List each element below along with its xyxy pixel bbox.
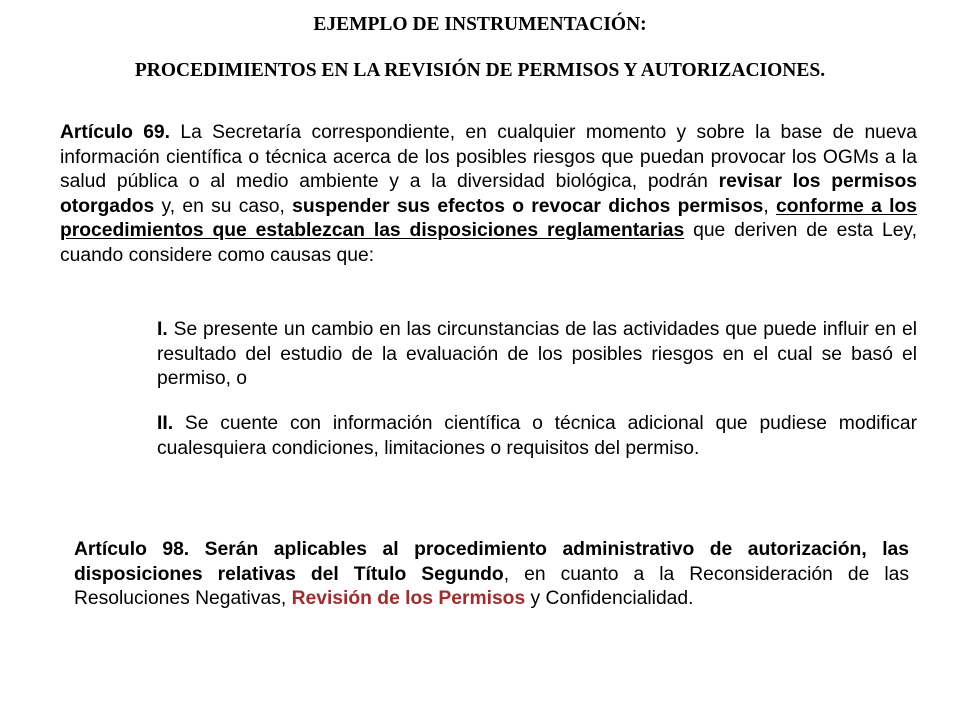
title-line-2: PROCEDIMIENTOS EN LA REVISIÓN DE PERMISOS Y AUTORIZACIONES. bbox=[134, 60, 826, 81]
article-69-text-3: , bbox=[763, 195, 776, 217]
article-69-bold-suspend: suspender sus efectos o revocar dichos permisos bbox=[292, 195, 764, 217]
article-98-text-2: y Confidencialidad. bbox=[525, 588, 694, 609]
title-line-1: EJEMPLO DE INSTRUMENTACIÓN: bbox=[313, 14, 647, 35]
fraction-2-paragraph bbox=[157, 412, 917, 461]
article-69-bold-review: revisar los permisos otorgados bbox=[60, 171, 917, 217]
article-69-underlined-procedures: conforme a los procedimientos que establezcan las disposiciones reglamentarias bbox=[60, 195, 917, 241]
fraction-1-text: Se presente un cambio en las circunstancias de las actividades que puede influir en el resultado del estudio de la evaluación de los posibles riesgos en el cual se basó el permiso, o bbox=[157, 319, 917, 389]
article-98-paragraph bbox=[74, 538, 909, 612]
article-69-paragraph bbox=[60, 121, 917, 268]
article-69-text-4: que deriven de esta Ley, cuando considere como causas que: bbox=[60, 220, 917, 266]
article-69-label: Artículo 69. bbox=[60, 122, 170, 143]
fraction-1-paragraph bbox=[157, 318, 917, 392]
fraction-2-text: Se cuente con información científica o técnica adicional que pudiese modificar cualesquiera condiciones, limitaciones o requisitos del permiso. bbox=[157, 413, 917, 459]
fraction-2-label: II. bbox=[157, 413, 174, 434]
article-69-text-2: y, en su caso, bbox=[154, 195, 293, 217]
article-98-text-1: , en cuanto a la Reconsideración de las Resoluciones Negativas, bbox=[74, 563, 910, 609]
article-69-text-1: La Secretaría correspondiente, en cualquier momento y sobre la base de nueva información científica o técnica acerca de los posibles riesgos que puedan provocar los OGMs a la salud pública o al medio ambiente y a la diversidad biológica, podrán bbox=[60, 122, 917, 192]
article-98-highlight-review: Revisión de los Permisos bbox=[291, 588, 526, 609]
article-98-bold-intro: Artículo 98. Serán aplicables al procedimiento administrativo de autorización, las disposiciones relativas del Título Segundo bbox=[74, 539, 909, 585]
fraction-1-label: I. bbox=[157, 319, 168, 340]
